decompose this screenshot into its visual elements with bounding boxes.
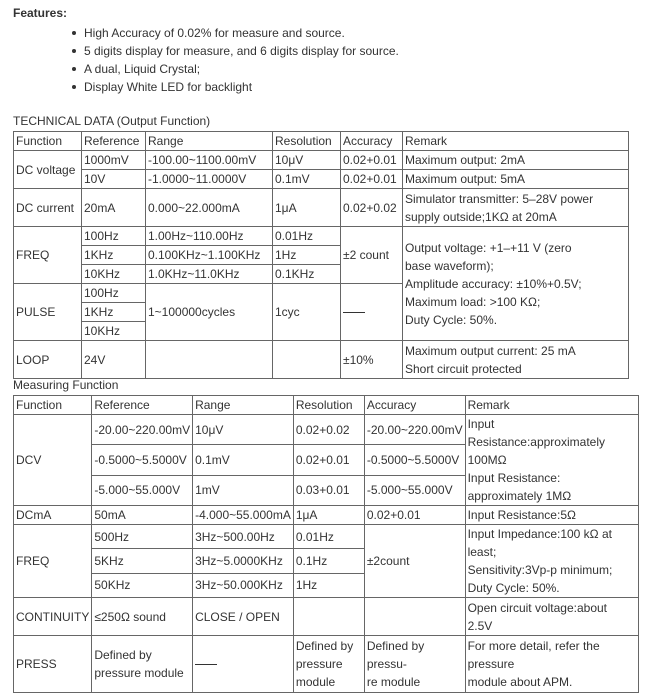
cell-reference: 50mA bbox=[92, 506, 193, 525]
feature-item: 5 digits display for measure, and 6 digits display for source. bbox=[72, 42, 399, 60]
cell-remark bbox=[403, 189, 629, 227]
dash-mark bbox=[343, 312, 365, 313]
remark-line: Input Resistance: bbox=[467, 471, 561, 485]
cell-resolution: 1μA bbox=[273, 189, 341, 227]
remark-line: Input Impedance:100 kΩ at bbox=[467, 527, 612, 541]
header-accuracy: Accuracy bbox=[364, 396, 465, 415]
cell-resolution: 10μV bbox=[273, 151, 341, 170]
cell-accuracy: ±2 count bbox=[341, 227, 403, 284]
remark-line: Simulator transmitter: 5–28V power bbox=[405, 191, 594, 206]
cell-function: FREQ bbox=[14, 227, 82, 284]
cell-function: DCV bbox=[14, 415, 92, 506]
remark-line: Input bbox=[467, 417, 495, 431]
table-row bbox=[14, 506, 639, 525]
output-function-table bbox=[13, 131, 629, 379]
cell-reference: 500Hz bbox=[92, 525, 193, 549]
cell-range: 1.0KHz~11.0KHz bbox=[146, 265, 273, 284]
cell-function: CONTINUITY bbox=[14, 598, 92, 636]
cell-range: -4.000~55.000mA bbox=[193, 506, 294, 525]
table-row bbox=[14, 598, 639, 636]
cell-range: 1.00Hz~110.00Hz bbox=[146, 227, 273, 246]
cell-line: Defined by bbox=[366, 639, 425, 653]
cell-resolution: 1Hz bbox=[273, 246, 341, 265]
cell-resolution: 1cyc bbox=[273, 284, 341, 341]
remark-line: Duty Cycle: 50%. bbox=[467, 581, 560, 595]
cell-reference: 10V bbox=[82, 170, 146, 189]
header-resolution: Resolution bbox=[293, 396, 364, 415]
cell-line: Defined by bbox=[94, 648, 152, 662]
cell-reference bbox=[92, 636, 193, 693]
cell-accuracy bbox=[364, 636, 465, 693]
cell-reference: 100Hz bbox=[82, 284, 146, 303]
remark-line: For more detail, refer the bbox=[467, 639, 600, 653]
cell-accuracy: 0.02+0.02 bbox=[341, 189, 403, 227]
cell-accuracy: -0.5000~5.5000V bbox=[364, 445, 465, 475]
cell-range: 1mV bbox=[193, 475, 294, 505]
cell-line: re module bbox=[366, 675, 421, 689]
remark-line: Maximum load: >100 KΩ; bbox=[405, 294, 541, 309]
cell-accuracy: ±10% bbox=[341, 341, 403, 379]
remark-line: Resistance:approximately bbox=[467, 435, 605, 449]
cell-function: DCmA bbox=[14, 506, 92, 525]
cell-function: DC current bbox=[14, 189, 82, 227]
cell-reference: 100Hz bbox=[82, 227, 146, 246]
cell-range: 0.100KHz~1.100KHz bbox=[146, 246, 273, 265]
cell-range: 0.1mV bbox=[193, 445, 294, 475]
cell-remark bbox=[465, 415, 638, 506]
cell-reference: 5KHz bbox=[92, 549, 193, 573]
cell-function: FREQ bbox=[14, 525, 92, 598]
cell-remark bbox=[465, 525, 638, 598]
feature-item: High Accuracy of 0.02% for measure and source. bbox=[72, 24, 399, 42]
cell-remark: Input Resistance:5Ω bbox=[465, 506, 638, 525]
cell-resolution bbox=[293, 598, 364, 636]
cell-reference: 24V bbox=[82, 341, 146, 379]
cell-range: 10μV bbox=[193, 415, 294, 445]
cell-resolution: 0.01Hz bbox=[273, 227, 341, 246]
table-row bbox=[14, 189, 629, 227]
cell-reference: 1000mV bbox=[82, 151, 146, 170]
cell-remark bbox=[403, 227, 629, 341]
cell-line: Defined by bbox=[295, 639, 354, 653]
remark-line: Maximum output current: 25 mA bbox=[405, 343, 576, 358]
cell-range: 3Hz~5.0000KHz bbox=[193, 549, 294, 573]
cell-accuracy bbox=[364, 598, 465, 636]
remark-line: least; bbox=[467, 545, 497, 559]
remark-line: module about APM. bbox=[467, 675, 573, 689]
cell-line: pressure bbox=[295, 657, 343, 671]
table-row bbox=[14, 636, 639, 693]
remark-line: supply outside;1KΩ at 20mA bbox=[405, 209, 557, 224]
feature-item: Display White LED for backlight bbox=[72, 78, 399, 96]
cell-resolution: 1μA bbox=[293, 506, 364, 525]
cell-range bbox=[193, 636, 294, 693]
cell-function: LOOP bbox=[14, 341, 82, 379]
table-header-row bbox=[14, 132, 629, 151]
cell-resolution: 0.01Hz bbox=[293, 525, 364, 549]
cell-resolution: 0.1KHz bbox=[273, 265, 341, 284]
table-row bbox=[14, 151, 629, 170]
cell-accuracy: -20.00~220.00mV bbox=[364, 415, 465, 445]
measure-section-title: Measuring Function bbox=[13, 378, 119, 392]
cell-reference: -20.00~220.00mV bbox=[92, 415, 193, 445]
remark-line: Amplitude accuracy: ±10%+0.5V; bbox=[405, 276, 582, 291]
cell-reference: ≤250Ω sound bbox=[92, 598, 193, 636]
table-row bbox=[14, 525, 639, 549]
header-remark: Remark bbox=[403, 132, 629, 151]
header-reference: Reference bbox=[82, 132, 146, 151]
cell-remark bbox=[465, 598, 638, 636]
cell-reference: 1KHz bbox=[82, 303, 146, 322]
cell-range: -1.0000~11.0000V bbox=[146, 170, 273, 189]
header-function: Function bbox=[14, 132, 82, 151]
cell-resolution: 0.02+0.01 bbox=[293, 445, 364, 475]
cell-range: 3Hz~50.000KHz bbox=[193, 573, 294, 597]
cell-reference: -5.000~55.000V bbox=[92, 475, 193, 505]
remark-line: pressure bbox=[467, 657, 515, 671]
cell-resolution: 0.02+0.02 bbox=[293, 415, 364, 445]
cell-reference: 1KHz bbox=[82, 246, 146, 265]
cell-range: 0.000~22.000mA bbox=[146, 189, 273, 227]
cell-range bbox=[146, 341, 273, 379]
cell-line: pressure module bbox=[94, 666, 184, 680]
cell-accuracy: ±2count bbox=[364, 525, 465, 598]
cell-reference: 20mA bbox=[82, 189, 146, 227]
table-row bbox=[14, 170, 629, 189]
output-section-title: TECHNICAL DATA (Output Function) bbox=[13, 114, 211, 128]
cell-accuracy: 0.02+0.01 bbox=[341, 170, 403, 189]
remark-line: approximately 1MΩ bbox=[467, 489, 572, 503]
cell-remark: Maximum output: 2mA bbox=[403, 151, 629, 170]
measuring-function-table bbox=[13, 395, 639, 693]
cell-line: pressu- bbox=[366, 657, 407, 671]
cell-remark: Maximum output: 5mA bbox=[403, 170, 629, 189]
header-accuracy: Accuracy bbox=[341, 132, 403, 151]
table-header-row bbox=[14, 396, 639, 415]
cell-reference: 50KHz bbox=[92, 573, 193, 597]
header-resolution: Resolution bbox=[273, 132, 341, 151]
dash-mark bbox=[195, 664, 217, 665]
remark-line: Open circuit voltage:about bbox=[467, 600, 608, 615]
cell-reference: -0.5000~5.5000V bbox=[92, 445, 193, 475]
cell-function: DC voltage bbox=[14, 151, 82, 189]
remark-line: Duty Cycle: 50%. bbox=[405, 312, 498, 327]
header-function: Function bbox=[14, 396, 92, 415]
cell-accuracy: 0.02+0.01 bbox=[341, 151, 403, 170]
cell-reference: 10KHz bbox=[82, 322, 146, 341]
header-reference: Reference bbox=[92, 396, 193, 415]
cell-remark bbox=[465, 636, 638, 693]
cell-accuracy: 0.02+0.01 bbox=[364, 506, 465, 525]
header-range: Range bbox=[193, 396, 294, 415]
table-row bbox=[14, 227, 629, 246]
cell-accuracy bbox=[341, 284, 403, 341]
cell-resolution: 0.1mV bbox=[273, 170, 341, 189]
remark-line: 2.5V bbox=[467, 618, 493, 633]
cell-resolution bbox=[293, 636, 364, 693]
cell-reference: 10KHz bbox=[82, 265, 146, 284]
cell-range: 1~100000cycles bbox=[146, 284, 273, 341]
feature-item: A dual, Liquid Crystal; bbox=[72, 60, 399, 78]
header-range: Range bbox=[146, 132, 273, 151]
remark-line: Sensitivity:3Vp-p minimum; bbox=[467, 563, 613, 577]
cell-resolution: 1Hz bbox=[293, 573, 364, 597]
remark-line: 100MΩ bbox=[467, 453, 507, 467]
cell-accuracy: -5.000~55.000V bbox=[364, 475, 465, 505]
header-remark: Remark bbox=[465, 396, 638, 415]
cell-remark bbox=[403, 341, 629, 379]
table-row bbox=[14, 415, 639, 445]
table-row bbox=[14, 341, 629, 379]
cell-function: PRESS bbox=[14, 636, 92, 693]
cell-range: 3Hz~500.00Hz bbox=[193, 525, 294, 549]
remark-line: Output voltage: +1–+11 V (zero bbox=[405, 240, 572, 255]
cell-resolution: 0.03+0.01 bbox=[293, 475, 364, 505]
features-list bbox=[72, 24, 399, 96]
cell-resolution: 0.1Hz bbox=[293, 549, 364, 573]
cell-resolution bbox=[273, 341, 341, 379]
cell-function: PULSE bbox=[14, 284, 82, 341]
cell-range: CLOSE / OPEN bbox=[193, 598, 294, 636]
cell-line: module bbox=[295, 675, 336, 689]
cell-range: -100.00~1100.00mV bbox=[146, 151, 273, 170]
remark-line: Short circuit protected bbox=[405, 361, 522, 376]
features-title: Features: bbox=[13, 6, 68, 20]
remark-line: base waveform); bbox=[405, 258, 494, 273]
